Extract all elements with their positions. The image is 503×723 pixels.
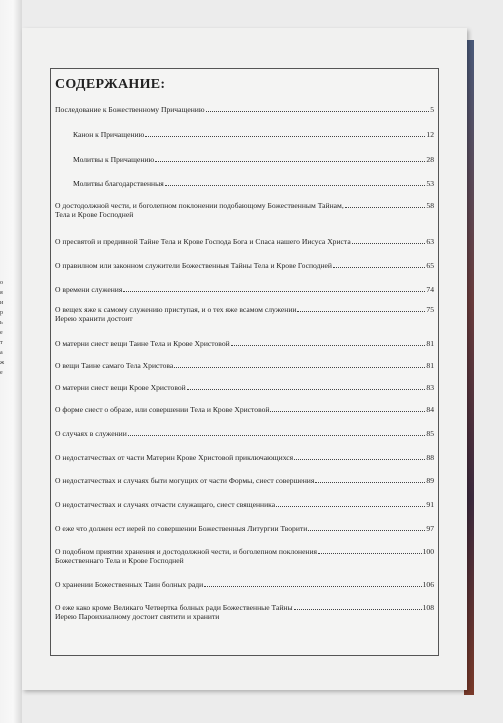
page-number: 65 [426, 261, 434, 270]
contents-frame [50, 68, 439, 656]
toc-entry [51, 476, 438, 485]
toc-entry [51, 155, 438, 164]
page-number: 91 [426, 500, 434, 509]
dot-leader [204, 586, 421, 587]
dot-leader [165, 185, 426, 186]
entry-title-continuation: Иерею Пароихиалному достоит святити и хранити [55, 612, 220, 621]
dot-leader [187, 389, 426, 390]
page-number: 53 [426, 179, 434, 188]
page-number: 83 [426, 383, 434, 392]
dot-leader [333, 267, 425, 268]
dot-leader [145, 136, 425, 137]
page-number: 106 [422, 580, 434, 589]
toc-entry [51, 603, 438, 621]
dot-leader [294, 459, 425, 460]
entry-title: О матерни сиест вещи Крове Христовой [55, 383, 186, 392]
previous-page-text-fragments [0, 278, 10, 378]
toc-entry [51, 130, 438, 139]
toc-entry [51, 383, 438, 392]
toc-entry [51, 237, 438, 246]
toc-entry [51, 405, 438, 414]
toc-entry [51, 580, 438, 589]
entry-title: О хранении Божественных Таин болных ради [55, 580, 204, 589]
contents-heading: СОДЕРЖАНИЕ: [55, 77, 166, 92]
text-fragment: я [0, 290, 3, 296]
page-number: 108 [422, 603, 434, 612]
entry-title: О матерни сиест вещи Таине Тела и Крове Христовой [55, 339, 230, 348]
page-number: 63 [426, 237, 434, 246]
entry-title-continuation: Иерею хранити достоит [55, 314, 133, 323]
toc-entry [51, 179, 438, 188]
toc-entry [51, 261, 438, 270]
entry-title: О вещи Таине самаго Тела Христова [55, 361, 174, 370]
dot-leader [318, 553, 422, 554]
entry-title-continuation: Божественнаго Тела и Крове Господней [55, 556, 184, 565]
dot-leader [345, 207, 426, 208]
entry-title: Канон к Причащению [73, 130, 145, 139]
dot-leader [308, 530, 425, 531]
page-number: 100 [422, 547, 434, 556]
page-number: 28 [426, 155, 434, 164]
entry-title: О достодолжной чести, и боголепном поклонении подобающому Божественным Тайнам, [55, 201, 344, 210]
text-fragment: и [0, 300, 4, 306]
page-number: 81 [426, 361, 434, 370]
book-page [22, 28, 467, 690]
dot-leader [294, 609, 422, 610]
entry-title: О вещех яже к самому служению приступая, и о тех яже всамом служении [55, 305, 297, 314]
toc-entry [51, 305, 438, 323]
text-fragment: т [0, 340, 3, 346]
dot-leader [123, 291, 425, 292]
dot-leader [128, 435, 426, 436]
entry-title: О недостатчествах и случаях быти могущих от части Формы, сиест совершения [55, 476, 315, 485]
page-number: 89 [426, 476, 434, 485]
dot-leader [270, 411, 425, 412]
page-number: 5 [430, 105, 434, 114]
text-fragment: ь [0, 320, 3, 326]
toc-entry [51, 547, 438, 565]
text-fragment: ж [0, 360, 5, 366]
page-number: 74 [426, 285, 434, 294]
entry-title: Последование к Божественному Причащению [55, 105, 205, 114]
dot-leader [231, 345, 426, 346]
entry-title: О подобном приятии хранения и достодолжной чести, и боголепном поклонения [55, 547, 318, 556]
dot-leader [276, 506, 425, 507]
toc-entry [51, 500, 438, 509]
toc-entry [51, 105, 438, 114]
text-fragment: о [0, 280, 3, 286]
toc-entry [51, 361, 438, 370]
entry-title: Молитвы благодарственныя [73, 179, 164, 188]
toc-entry [51, 285, 438, 294]
page-number: 81 [426, 339, 434, 348]
page-number: 75 [426, 305, 434, 314]
entry-title: Молитвы к Причащению [73, 155, 155, 164]
entry-title-continuation: Тела и Крове Господней [55, 210, 134, 219]
dot-leader [155, 161, 425, 162]
page-number: 84 [426, 405, 434, 414]
entry-title: О еже что должен ест иерей по совершении Божественныя Литургии Творити [55, 524, 308, 533]
text-fragment: е [0, 370, 3, 376]
entry-title: О пресвятой и предивной Тайне Тела и Крове Господа Бога и Спаса нашего Иисуса Христа [55, 237, 351, 246]
page-number: 12 [426, 130, 434, 139]
dot-leader [206, 111, 430, 112]
toc-entry [51, 429, 438, 438]
dot-leader [315, 482, 425, 483]
toc-entry [51, 524, 438, 533]
page-number: 88 [426, 453, 434, 462]
entry-title: О недостатчествах и случаях отчасти служащаго, сиест священника [55, 500, 276, 509]
previous-page-edge [0, 0, 22, 723]
text-fragment: а [0, 350, 3, 356]
toc-entry [51, 453, 438, 462]
entry-title: О случаях в служении [55, 429, 127, 438]
entry-title: О еже како кроме Великаго Четвертка болных ради Божественные Тайны [55, 603, 293, 612]
entry-title: О времени служения [55, 285, 123, 294]
text-fragment: р [0, 310, 3, 316]
toc-entry [51, 201, 438, 219]
page-number: 58 [426, 201, 434, 210]
page-number: 85 [426, 429, 434, 438]
dot-leader [174, 367, 425, 368]
entry-title: О недостатчествах от части Материн Крове Христовой приключающихся [55, 453, 294, 462]
page-number: 97 [426, 524, 434, 533]
entry-title: О форме сиест о образе, или совершении Тела и Крове Христовой [55, 405, 270, 414]
text-fragment: е [0, 330, 3, 336]
dot-leader [297, 311, 425, 312]
toc-entry [51, 339, 438, 348]
entry-title: О правилном или законном служители Божественныя Тайны Тела и Крове Господней [55, 261, 332, 270]
dot-leader [352, 243, 426, 244]
